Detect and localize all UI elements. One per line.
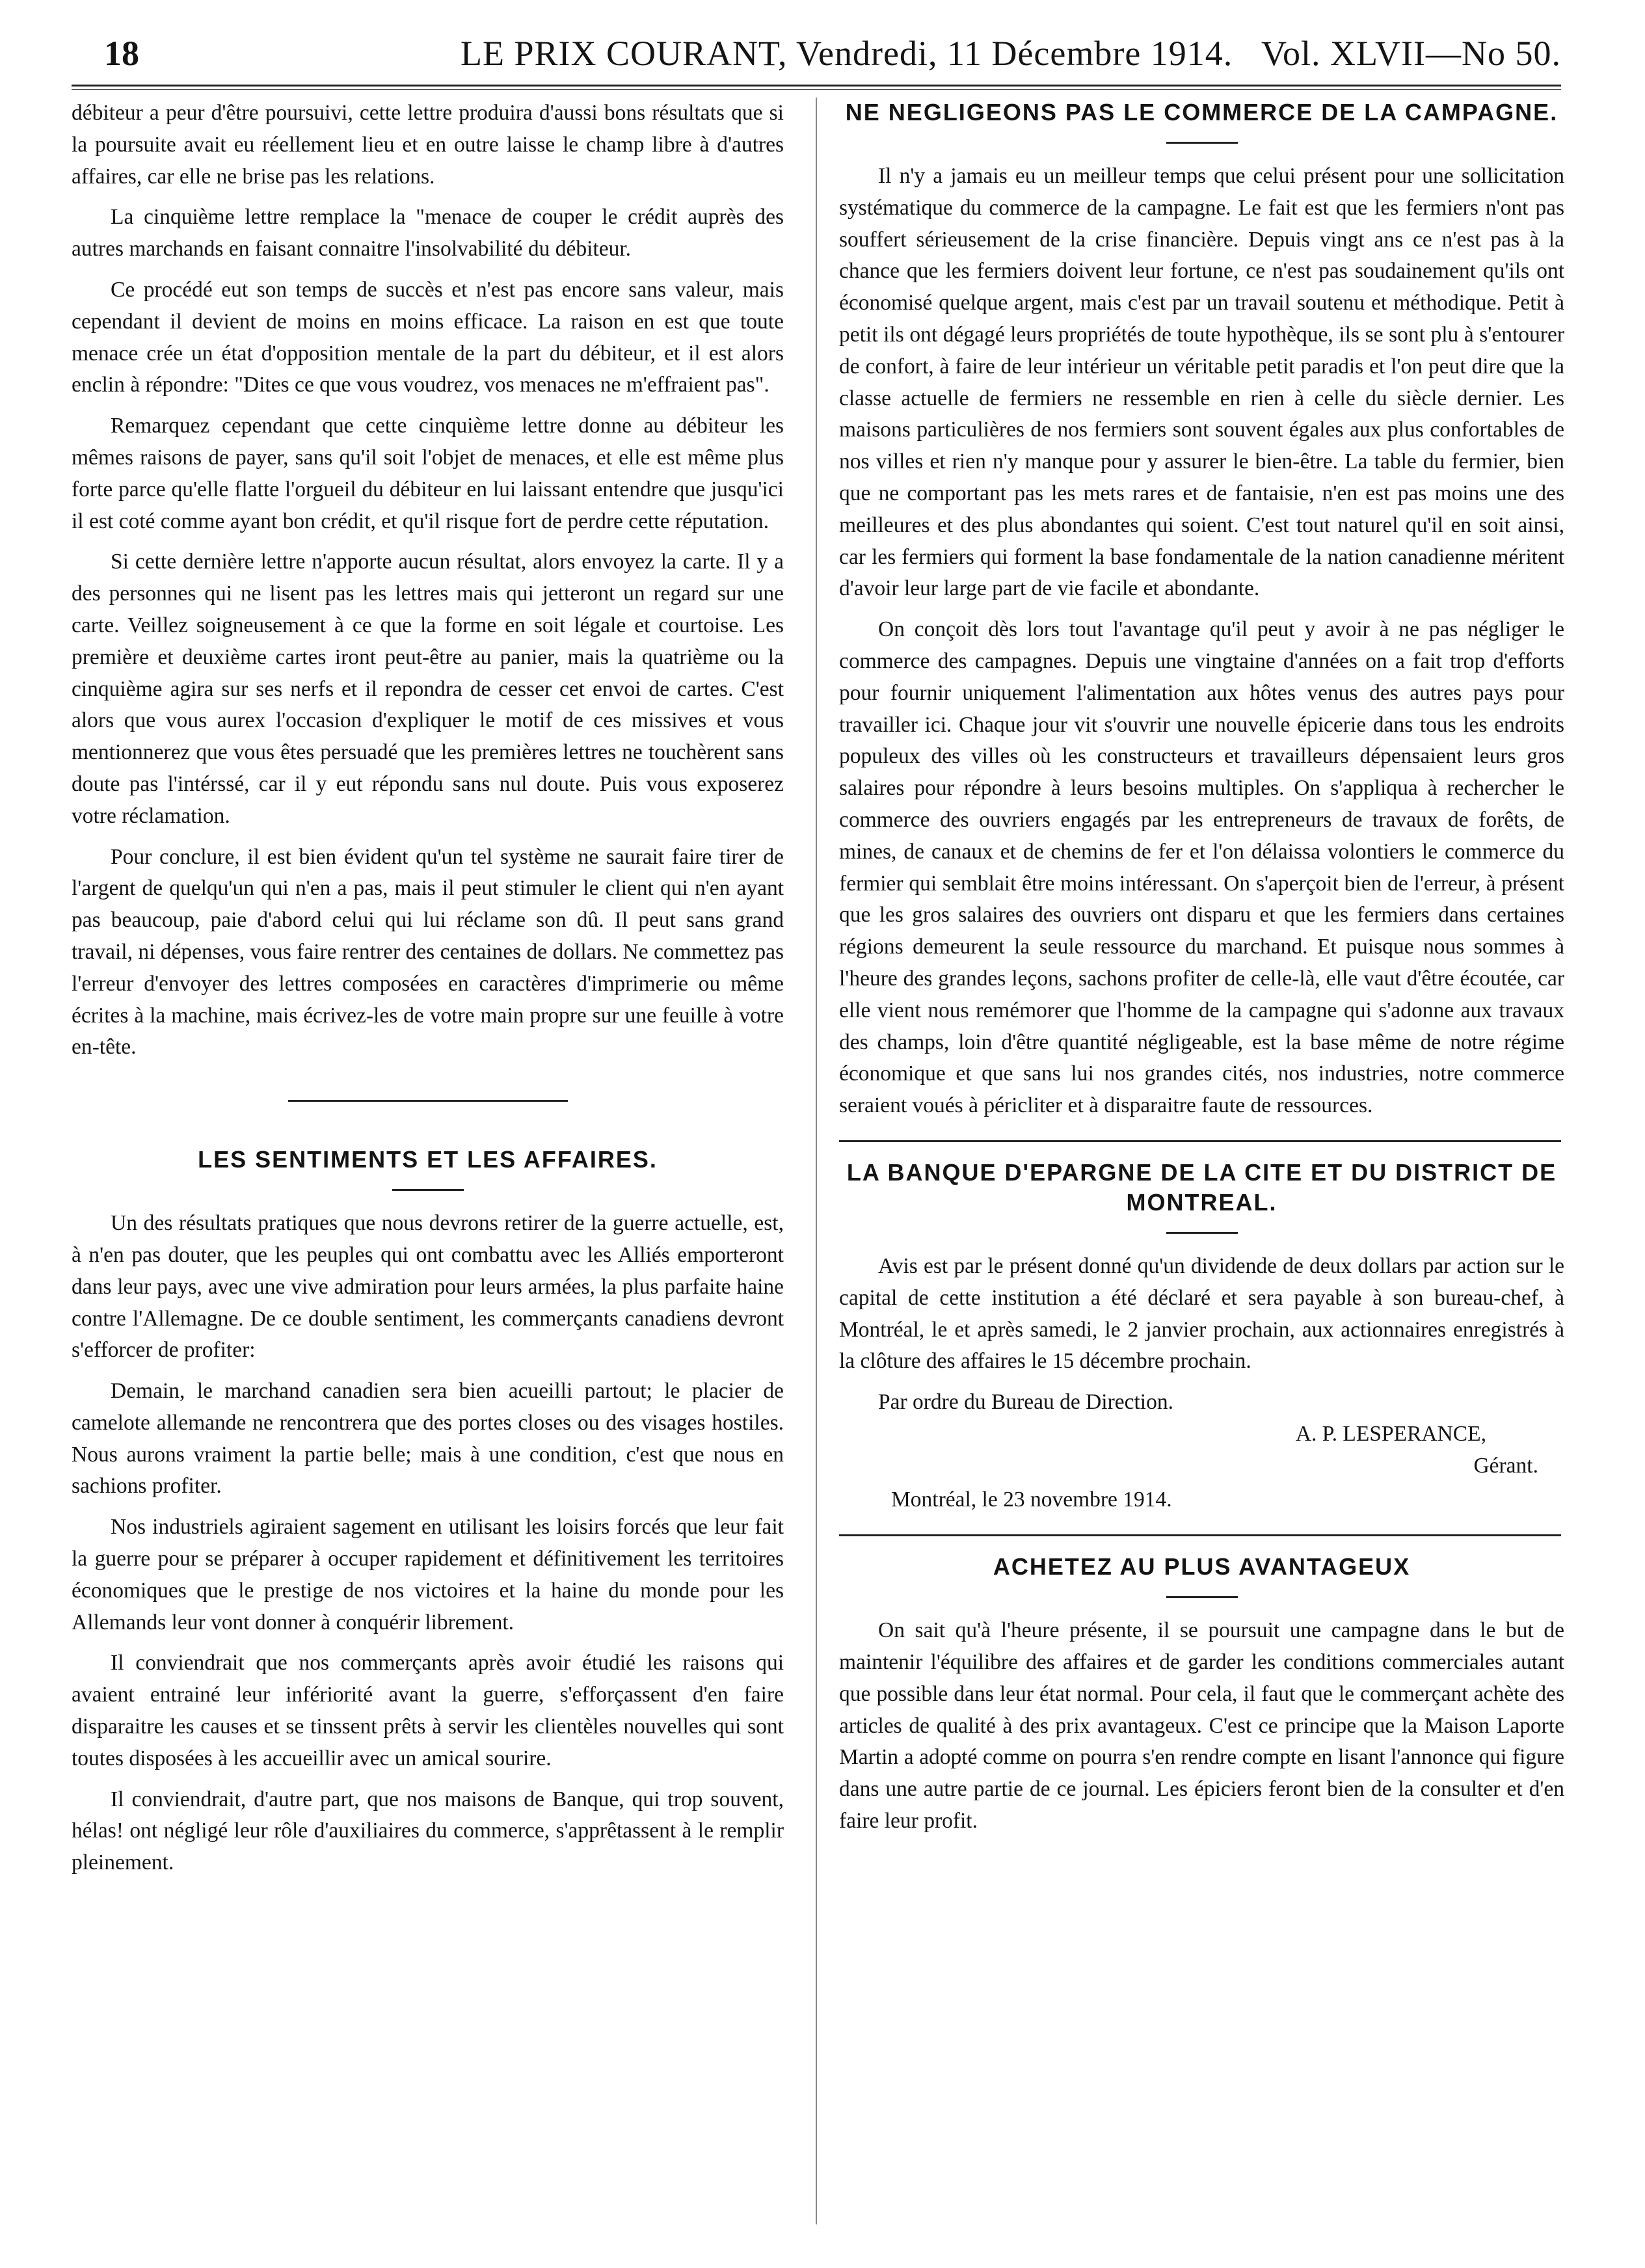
signatory-name: A. P. LESPERANCE, [1295,1421,1486,1446]
signatory-title: Gérant. [1473,1453,1538,1478]
article-heading-sentiments: LES SENTIMENTS ET LES AFFAIRES. [198,1146,658,1173]
article-paragraph: Ce procédé eut son temps de succès et n'est pas encore sans valeur, mais cependant il devient de moins en moins efficace. La raison en est que toute menace crée un état d'opposition mentale de la part du débiteur, et il est alors enclin à répondre: "Dites ce que vous voudrez, vos menaces ne m'effraient pas". [72,277,784,397]
volume-number: Vol. XLVII—No 50. [1261,34,1561,73]
article-paragraph: Pour conclure, il est bien évident qu'un tel système ne saurait faire tirer de l'argent de quelqu'un qui n'en a pas, mais il peut stimuler le client qui n'en ayant pas beaucoup, paie d'abord celui qui lui réclame son dû. Il peut sans grand travail, ni dépenses, vous faire rentrer des centaines de dollars. Ne commettez pas l'erreur d'envoyer des lettres composées en caractères d'imprimerie ou même écrites à la machine, mais écrivez-les de votre main propre sur une feuille à votre en-tête. [72,844,784,1060]
article-paragraph: Si cette dernière lettre n'apporte aucun résultat, alors envoyez la carte. Il y a des personnes qui ne lisent pas les lettres mais qui jetteront un regard sur une carte. Veillez soigneusement à ce que la forme en soit légale et courtoise. Les première et deuxième cartes iront peut-être au panier, mais la quatrième ou la cinquième agira sur ses nerfs et il repondra de cesser cet envoi de cartes. C'est alors que vous aurex l'occasion d'expliquer le motif de ces missives et vous mentionnerez que vous êtes persuadé que les premières lettres ne touchèrent sans doute pas l'intérssé, car il y eut répondu sans nul doute. Puis vous exposerez votre réclamation. [72,550,784,828]
section-divider [288,1100,568,1102]
article-paragraph: Remarquez cependant que cette cinquième lettre donne au débiteur les mêmes raisons de payer, sans qu'il soit l'objet de menaces, et elle est même plus forte parce qu'elle flatte l'orgueil du débiteur en lui laissant entendre que jusqu'ici il est coté comme ayant bon crédit, et qu'il risque fort de perdre cette réputation. [72,414,784,533]
page-number: 18 [104,34,139,73]
heading-rule [1166,142,1238,144]
section-divider [839,1534,1561,1536]
article-heading-achetez: ACHETEZ AU PLUS AVANTAGEUX [993,1553,1411,1581]
notice-authority: Par ordre du Bureau de Direction. [878,1390,1173,1415]
article-paragraph: Il n'y a jamais eu un meilleur temps que celui présent pour une sollicitation systématique du commerce de la campagne. Le fait est que les fermiers n'ont pas souffert sérieusement de la crise financière. Depuis vingt ans ce n'est pas à la chance que les fermiers doivent leur fortune, ce n'est pas soudainement qu'ils ont économisé quelque argent, mais c'est par un travail soutenu et méthodique. Petit à petit ils ont dégagé leurs propriétés de toute hypothèque, ils se sont plu à s'entourer de confort, à faire de leur intérieur un véritable petit paradis et l'on peut dire que la classe actuelle de fermiers ne ressemble en rien à celle du siècle dernier. Les maisons particulières de nos fermiers sont souvent égales aux plus confortables de nos villes et rien n'y manque pour y assurer le bien-être. La table du fermier, bien que ne comportant pas les mets rares et de fantaisie, n'en est pas moins une des meilleures et des plus abondantes qui soient. C'est tout naturel qu'il en soit ainsi, car les fermiers qui forment la base fondamentale de la nation canadienne méritent d'avoir leur large part de vie facile et abondante. [839,164,1564,601]
heading-rule [1166,1232,1238,1234]
heading-rule [1166,1596,1238,1598]
publication-title: LE PRIX COURANT, Vendredi, 11 Décembre 1914. [461,34,1233,73]
article-paragraph: On conçoit dès lors tout l'avantage qu'il peut y avoir à ne pas négliger le commerce des campagnes. Depuis une vingtaine d'années on a fait trop d'efforts pour fournir uniquement l'alimentation aux hôtes venus des autres pays pour travailler ici. Chaque jour vit s'ouvrir une nouvelle épicerie dans tous les endroits populeux des villes où les constructeurs et travailleurs dépensaient leurs gros salaires pour répondre à leurs besoins multiples. On s'appliqua à rechercher le commerce des ouvriers engagés par les entrepreneurs de travaux de forêts, de mines, de canaux et de chemins de fer et l'on délaissa volontiers le commerce du fermier qui semblait être moins intéressant. On s'aperçoit bien de l'erreur, à présent que les gros salaires des ouvriers ont disparu et que les fermiers dans certaines régions demeurent la seule ressource du marchand. Et puisque nous sommes à l'heure des grandes leçons, sachons profiter de celle-là, elle vaut d'être écoutée, car elle vient nous remémorer que l'homme de la campagne qui s'adonne aux travaux des champs, loin d'être quantité négligeable, est la base même de notre régime économique et que sans lui nos grandes cités, nos industries, notre commerce seraient voués à péricliter et à disparaitre faute de ressources. [839,617,1564,1118]
article-heading-campagne: NE NEGLIGEONS PAS LE COMMERCE DE LA CAMPAGNE. [845,99,1558,126]
left-column [72,98,784,1888]
article-paragraph: Il conviendrait que nos commerçants après avoir étudié les raisons qui avaient entrainé leur infériorité avant la guerre, s'efforçassent d'en faire disparaitre les causes et se tinssent prêts à servir les clientèles nouvelles qui sont toutes disposées à les accueillir avec un amical sourire. [72,1651,784,1770]
article-paragraph: Un des résultats pratiques que nous devrons retirer de la guerre actuelle, est, à n'en pas douter, que les peuples qui ont combattu avec les Alliés emporteront dans leur pays, avec une vive admiration pour leurs armées, la plus parfaite haine contre l'Allemagne. De ce double sentiment, les commerçants canadiens devront s'efforcer de profiter: [72,1211,784,1363]
notice-paragraph: Avis est par le présent donné qu'un dividende de deux dollars par action sur le capital de cette institution a été déclaré et sera payable à son bureau-chef, à Montréal, le et après samedi, le 2 janvier prochain, aux actionnaires enregistrés à la clôture des affaires le 15 décembre prochain. [839,1253,1564,1374]
page-header [65,27,1561,79]
article-paragraph: La cinquième lettre remplace la "menace de couper le crédit auprès des autres marchands en faisant connaitre l'insolvabilité du débiteur. [72,205,784,261]
article-paragraph: Il conviendrait, d'autre part, que nos maisons de Banque, qui trop souvent, hélas! ont négligé leur rôle d'auxiliaires du commerce, s'apprêtassent à le remplir pleinement. [72,1787,784,1875]
heading-rule [392,1189,464,1191]
header-rule [72,85,1561,87]
header-rule-thin [72,89,1561,90]
article-paragraph: débiteur a peur d'être poursuivi, cette lettre produira d'aussi bons résultats que si la poursuite avait eu réellement lieu et en outre laisse le champ libre à d'autres affaires, car elle ne brise pas les relations. [72,101,784,189]
article-paragraph: Demain, le marchand canadien sera bien acueilli partout; le placier de camelote allemande ne rencontrera que des portes closes ou des visages hostiles. Nous aurons vraiment la partie belle; mais à une condition, c'est que nous en sachions profiter. [72,1379,784,1499]
notice-date: Montréal, le 23 novembre 1914. [891,1488,1172,1512]
article-paragraph: On sait qu'à l'heure présente, il se poursuit une campagne dans le but de maintenir l'équilibre des affaires et de garder les conditions commerciales autant que possible dans leur état normal. Pour cela, il faut que le commerçant achète des articles de qualité à des prix avantageux. C'est ce principe que la Maison Laporte Martin a adopté comme on pourra s'en rendre compte en lisant l'annonce qui figure dans une autre partie de ce journal. Les épiciers feront bien de la consulter et d'en faire leur profit. [839,1618,1564,1834]
section-divider [839,1140,1561,1142]
right-column [839,98,1564,1847]
article-paragraph: Nos industriels agiraient sagement en utilisant les loisirs forcés que leur fait la guerre pour se préparer à occuper rapidement et définitivement les territoires économiques que le prestige de nos victoires et la haine du monde pour les Allemands leur vont donner à conquérir librement. [72,1515,784,1634]
article-heading-banque: LA BANQUE D'EPARGNE DE LA CITE ET DU DISTRICT DE MONTREAL. [846,1158,1557,1216]
column-divider [816,98,817,2224]
